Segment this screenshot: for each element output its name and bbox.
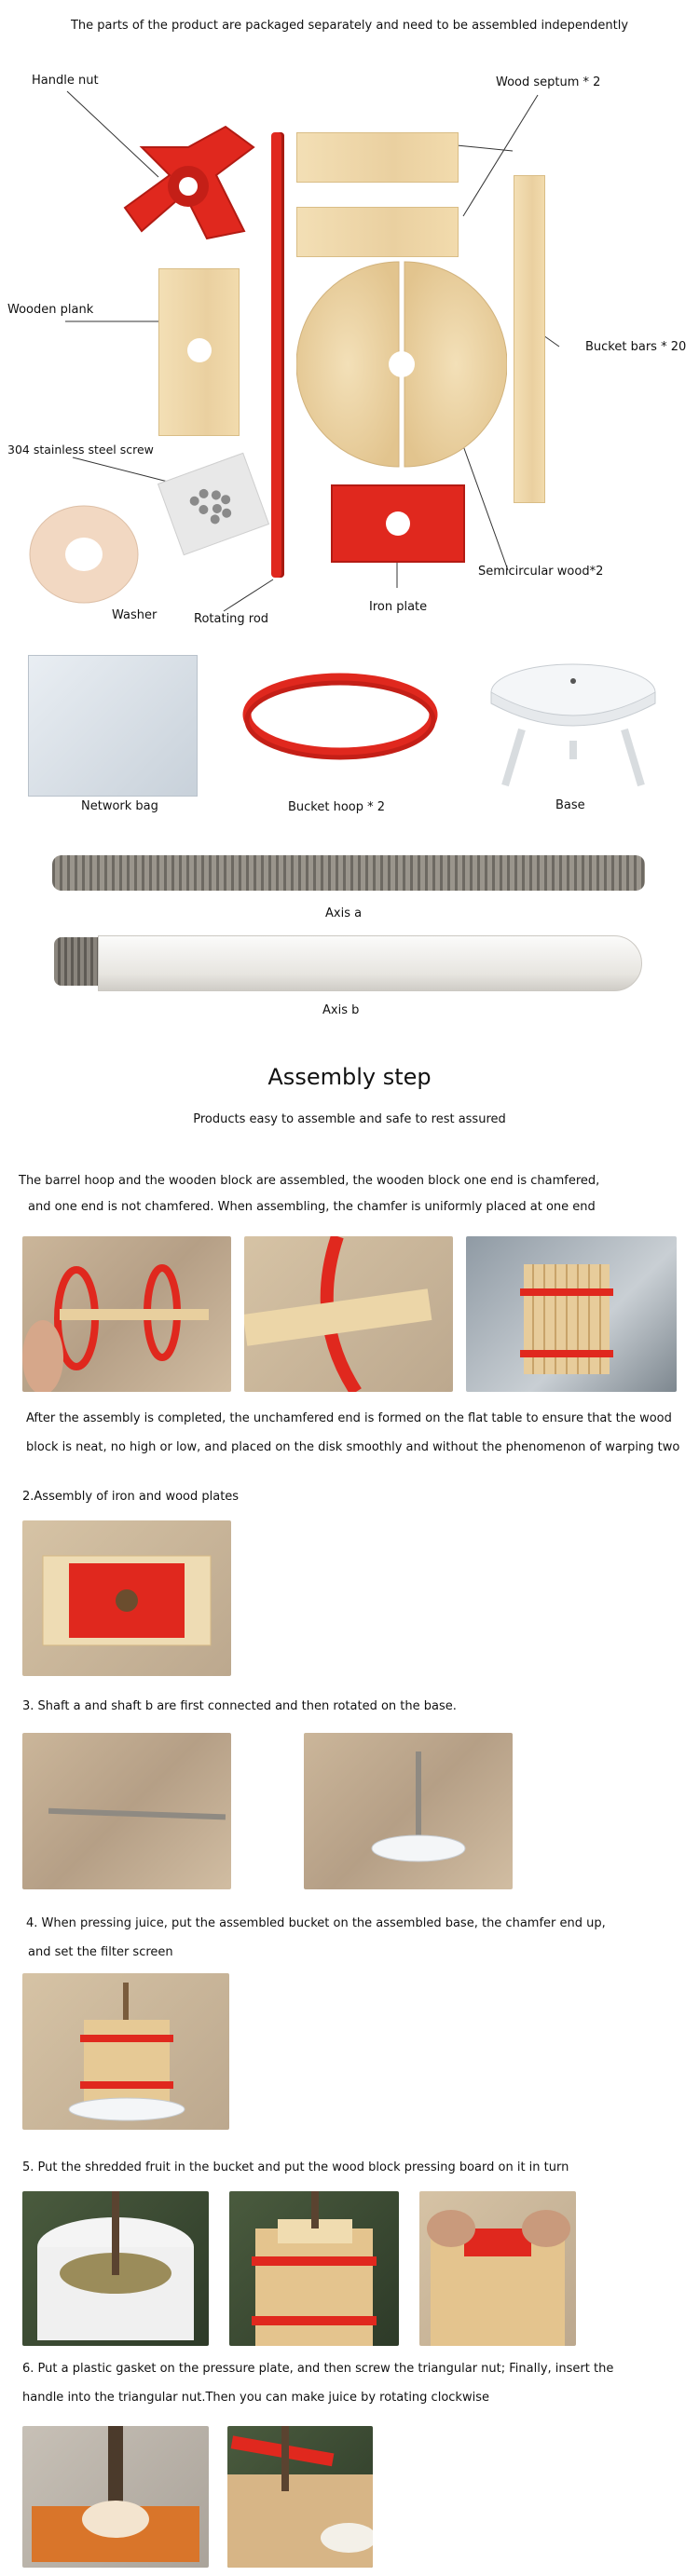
axis-b-illustration (98, 935, 642, 991)
step3-photo-2 (304, 1733, 513, 1889)
wood-septum-2 (296, 207, 459, 257)
label-axis-b: Axis b (322, 1003, 360, 1017)
step5-photo-3 (419, 2191, 576, 2346)
step2-photo (22, 1520, 231, 1676)
step6-text-line1: 6. Put a plastic gasket on the pressure plate, and then screw the triangular nut; Finally, insert the (22, 2362, 614, 2376)
label-handle-nut: Handle nut (32, 74, 99, 88)
step1-photo-1 (22, 1236, 231, 1392)
step1-photo-3 (466, 1236, 677, 1392)
label-bucket-bars: Bucket bars * 20 (585, 340, 687, 354)
assembly-title: Assembly step (267, 1064, 432, 1090)
label-screw: 304 stainless steel screw (7, 443, 154, 457)
step6-text-line2: handle into the triangular nut.Then you can make juice by rotating clockwise (22, 2391, 489, 2405)
package-notice: The parts of the product are packaged separately and need to be assembled independently (70, 19, 629, 33)
label-base: Base (555, 798, 585, 812)
label-wooden-plank: Wooden plank (7, 303, 94, 317)
step1-text-line1: The barrel hoop and the wooden block are assembled, the wooden block one end is chamfered, (19, 1174, 600, 1188)
step6-photo-2 (227, 2426, 373, 2568)
step1-after-line2: block is neat, no high or low, and placed on the disk smoothly and without the phenomenon of warping two (26, 1440, 680, 1454)
label-washer: Washer (112, 608, 158, 622)
network-bag-illustration (28, 655, 198, 797)
step1-after-line1: After the assembly is completed, the unchamfered end is formed on the flat table to ensure that the wood (26, 1411, 672, 1425)
label-network-bag: Network bag (81, 799, 158, 813)
assembly-subtitle: Products easy to assemble and safe to rest assured (193, 1112, 506, 1126)
screw-bag-illustration (158, 453, 269, 556)
step4-text-line2: and set the filter screen (28, 1945, 173, 1959)
step2-text: 2.Assembly of iron and wood plates (22, 1490, 240, 1504)
bucket-hoop-illustration (240, 664, 440, 776)
rotating-rod-illustration (271, 132, 284, 578)
label-wood-septum: Wood septum * 2 (496, 75, 601, 89)
axis-a-illustration (52, 850, 645, 896)
step1-photo-2 (244, 1236, 453, 1392)
axis-b-thread (54, 937, 101, 986)
label-rotating-rod: Rotating rod (194, 612, 269, 626)
step6-photo-1 (22, 2426, 209, 2568)
label-axis-a: Axis a (325, 906, 363, 920)
semicircular-wood-illustration (296, 259, 507, 470)
label-bucket-hoop: Bucket hoop * 2 (288, 800, 386, 814)
handle-nut-illustration (114, 119, 263, 250)
wooden-plank-illustration (158, 268, 240, 436)
iron-plate-illustration (331, 484, 465, 563)
label-iron-plate: Iron plate (369, 600, 428, 614)
washer-illustration (26, 503, 142, 606)
wood-septum-1 (296, 132, 459, 183)
label-semicircular-wood: Semicircular wood*2 (478, 565, 604, 579)
step1-text-line2: and one end is not chamfered. When assembling, the chamfer is uniformly placed at one end (28, 1200, 596, 1214)
bucket-bar-illustration (514, 175, 545, 503)
step4-photo (22, 1973, 229, 2130)
base-illustration (485, 655, 662, 790)
step5-photo-1 (22, 2191, 209, 2346)
step5-text: 5. Put the shredded fruit in the bucket and put the wood block pressing board on it in turn (22, 2160, 569, 2174)
step4-text-line1: 4. When pressing juice, put the assembled bucket on the assembled base, the chamfer end up, (26, 1916, 606, 1930)
step3-photo-1 (22, 1733, 231, 1889)
step5-photo-2 (229, 2191, 399, 2346)
step3-text: 3. Shaft a and shaft b are first connected and then rotated on the base. (22, 1699, 457, 1713)
